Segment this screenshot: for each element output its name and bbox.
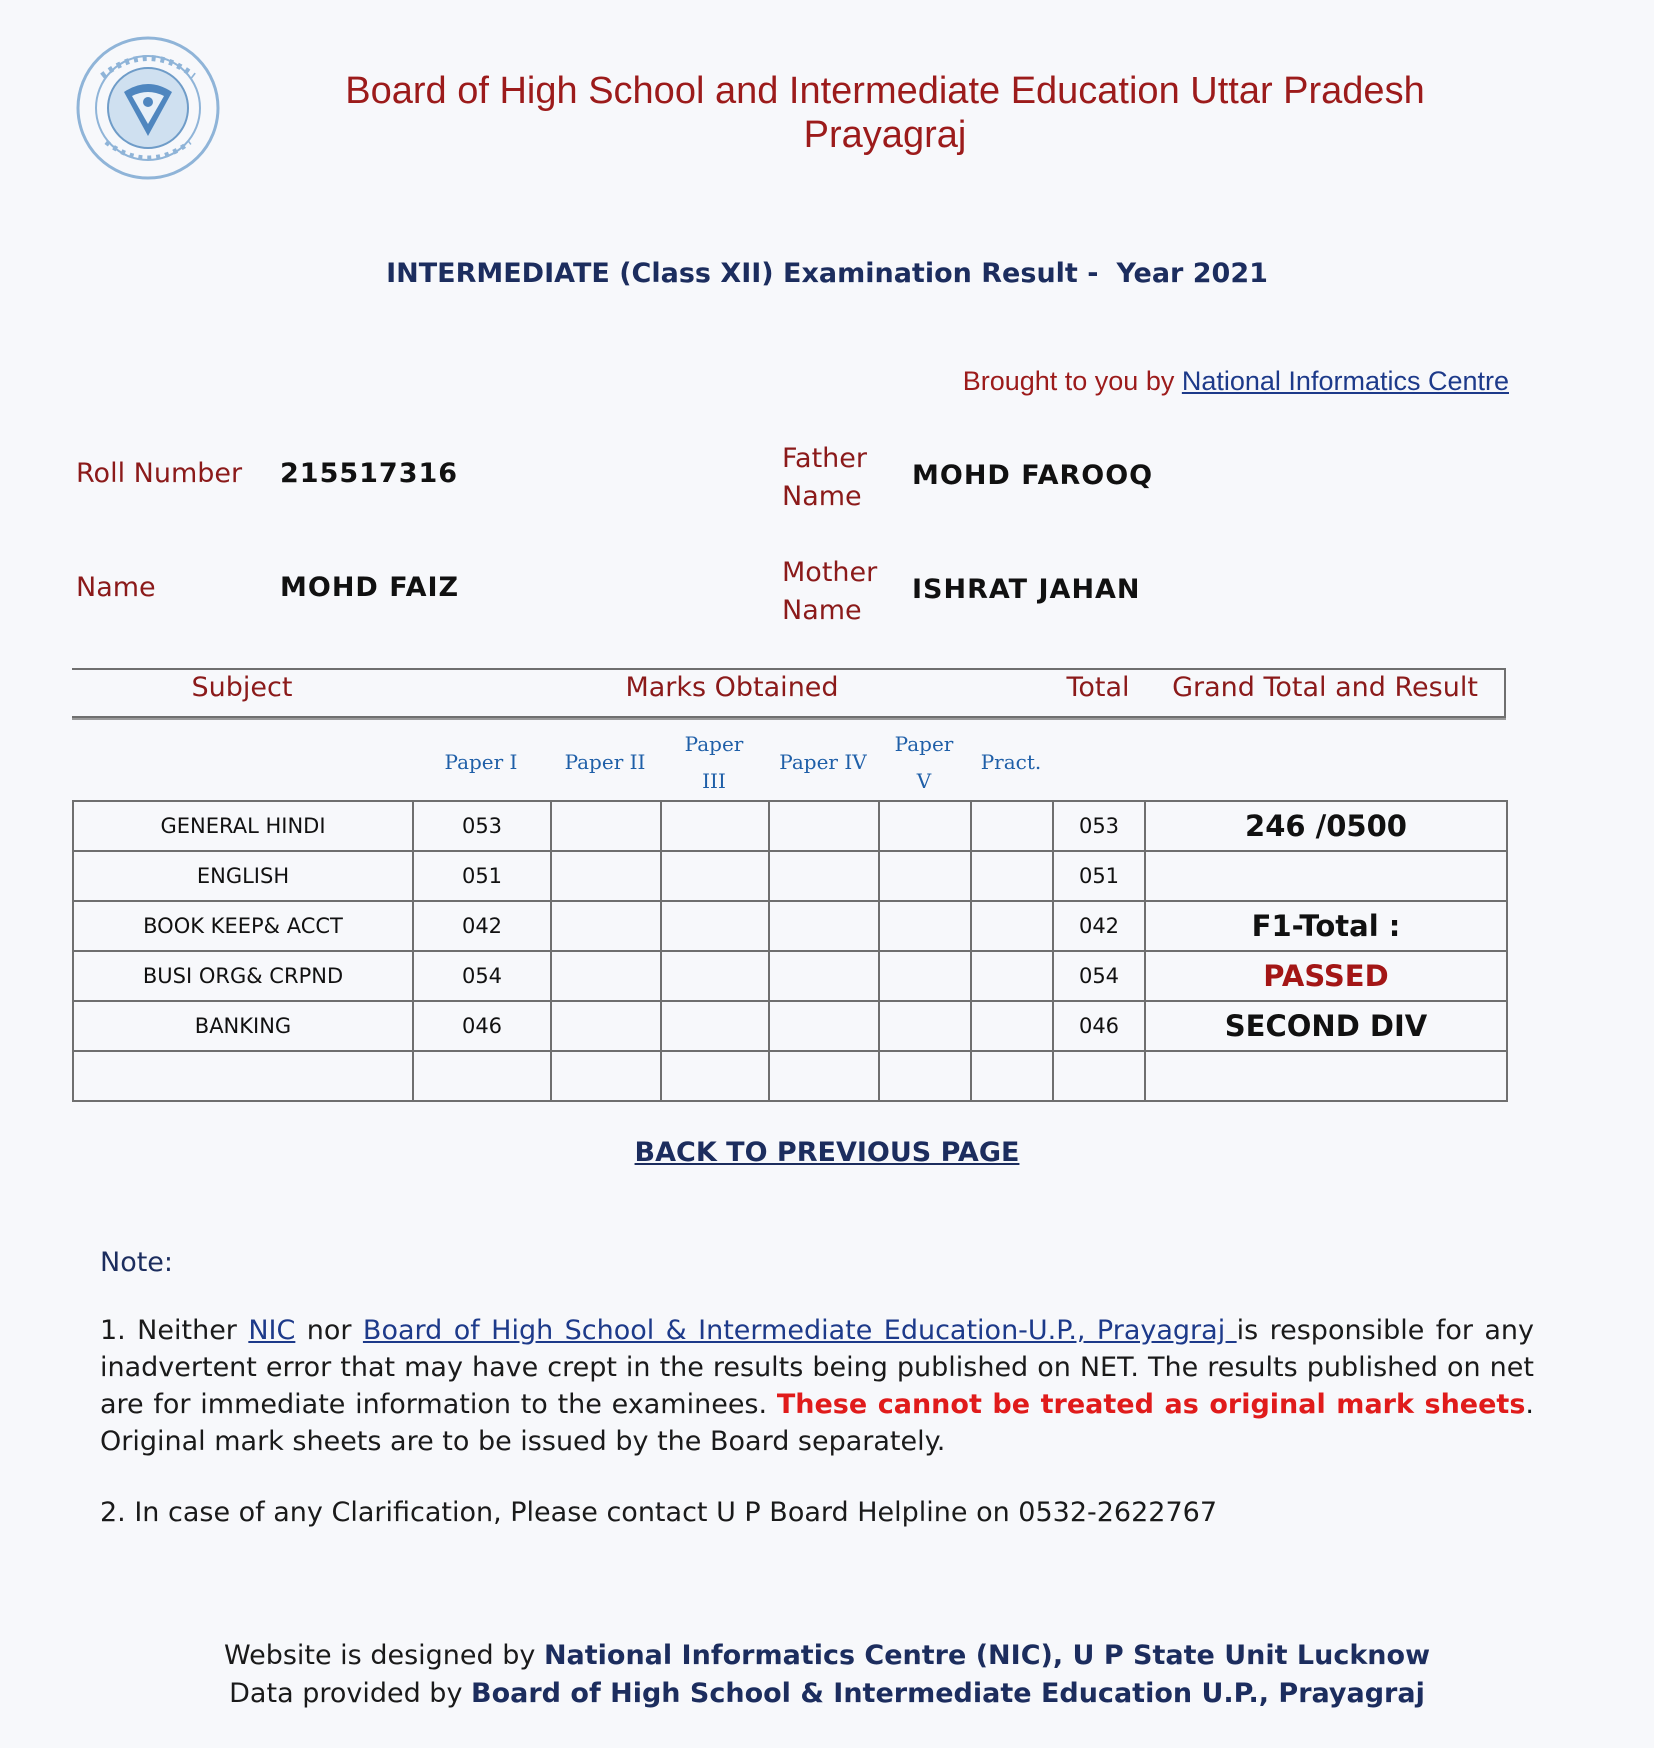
back-to-previous-page-link[interactable]: BACK TO PREVIOUS PAGE: [634, 1137, 1020, 1168]
cell-paper2: [550, 850, 662, 902]
cell-total: 051: [1052, 850, 1146, 902]
subheader-paper3: [660, 726, 768, 800]
brought-by-prefix: Brought to you by: [962, 366, 1175, 396]
cell-paper4: [768, 900, 880, 952]
cell-subject: BUSI ORG& CRPND: [72, 950, 414, 1002]
cell-total: 054: [1052, 950, 1146, 1002]
note1-text-a: 1. Neither: [100, 1315, 249, 1346]
cell-paper5: [878, 1000, 972, 1052]
cell-total: 046: [1052, 1000, 1146, 1052]
header-grand-total: Grand Total and Result: [1172, 672, 1478, 703]
cell-paper4: [768, 800, 880, 852]
cell-paper4: [768, 950, 880, 1002]
father-label-line2: Name: [782, 481, 862, 512]
cell-subject: BANKING: [72, 1000, 414, 1052]
subheader-paper5: [878, 726, 970, 800]
cell-paper4: [768, 1050, 880, 1102]
note1-text-b: nor: [295, 1315, 363, 1346]
cell-total: [1052, 1050, 1146, 1102]
cell-subject: [72, 1050, 414, 1102]
exam-title: [0, 258, 1654, 289]
name-value: MOHD FAIZ: [280, 572, 460, 603]
cell-paper4: [768, 850, 880, 902]
cell-pract: [970, 900, 1054, 952]
cell-result: 246 /0500: [1144, 800, 1508, 852]
father-name-label: [782, 440, 867, 516]
cell-paper2: [550, 1000, 662, 1052]
roll-number-value: 215517316: [280, 458, 459, 489]
cell-paper1: 042: [412, 900, 552, 952]
note1-text-c: is responsible for any inadvertent error that may have crept in the results being published on NET. The results published on net are for immediate information to the examinees.: [100, 1315, 1534, 1420]
cell-paper3: [660, 900, 770, 952]
note-2: 2. In case of any Clarification, Please contact U P Board Helpline on 0532-2622767: [100, 1497, 1218, 1528]
up-board-logo: [72, 36, 224, 180]
cell-paper3: [660, 1050, 770, 1102]
cell-result: SECOND DIV: [1144, 1000, 1508, 1052]
cell-paper2: [550, 950, 662, 1002]
note1-nic-link[interactable]: NIC: [248, 1315, 296, 1346]
cell-result: PASSED: [1144, 950, 1508, 1002]
nic-link[interactable]: National Informatics Centre: [1181, 366, 1509, 396]
mother-label-line2: Name: [782, 595, 862, 626]
note1-warning: These cannot be treated as original mark sheets: [776, 1389, 1526, 1420]
note-heading: Note:: [100, 1247, 174, 1278]
subheader-paper1: Paper I: [444, 750, 518, 774]
cell-subject: BOOK KEEP& ACCT: [72, 900, 414, 952]
note1-board-link[interactable]: Board of High School & Intermediate Education-U.P., Prayagraj: [362, 1315, 1237, 1346]
cell-paper3: [660, 1000, 770, 1052]
cell-paper5: [878, 850, 972, 902]
cell-paper5: [878, 1050, 972, 1102]
cell-total: 042: [1052, 900, 1146, 952]
cell-paper5: [878, 800, 972, 852]
footer-line1-prefix: Website is designed by: [223, 1640, 544, 1671]
exam-title-text: INTERMEDIATE (Class XII) Examination Result -: [386, 258, 1099, 289]
cell-paper5: [878, 950, 972, 1002]
footer-line2-bold: Board of High School & Intermediate Education U.P., Prayagraj: [471, 1678, 1425, 1709]
note-1: [100, 1312, 1534, 1460]
cell-pract: [970, 950, 1054, 1002]
header-marks-obtained: Marks Obtained: [625, 672, 839, 703]
subheader-paper3-line2: III: [702, 769, 726, 793]
header-total: Total: [1066, 672, 1130, 703]
cell-total: 053: [1052, 800, 1146, 852]
name-label: Name: [76, 572, 156, 603]
header-subject: Subject: [191, 672, 293, 703]
mother-name-value: ISHRAT JAHAN: [912, 574, 1141, 605]
subheader-pract: Pract.: [980, 750, 1042, 774]
cell-paper3: [660, 850, 770, 902]
board-title-line2: Prayagraj: [803, 114, 967, 156]
footer-line2: [0, 1678, 1654, 1709]
board-title-line1: Board of High School and Intermediate Education Uttar Pradesh: [345, 70, 1425, 112]
cell-paper2: [550, 900, 662, 952]
exam-year: Year 2021: [1116, 258, 1268, 289]
cell-paper1: [412, 1050, 552, 1102]
subheader-paper2: Paper II: [564, 750, 646, 774]
cell-result: [1144, 1050, 1508, 1102]
cell-subject: ENGLISH: [72, 850, 414, 902]
brought-by: [963, 366, 1509, 397]
cell-paper3: [660, 800, 770, 852]
father-name-value: MOHD FAROOQ: [912, 460, 1154, 491]
cell-pract: [970, 1000, 1054, 1052]
cell-result: [1144, 850, 1508, 902]
note1-text-d: . Original mark sheets are to be issued by the Board separately.: [100, 1389, 1534, 1457]
cell-paper5: [878, 900, 972, 952]
cell-paper1: 051: [412, 850, 552, 902]
subheader-paper5-line2: V: [916, 769, 932, 793]
cell-paper1: 054: [412, 950, 552, 1002]
roll-number-label: Roll Number: [76, 458, 243, 489]
subheader-paper5-line1: Paper: [894, 732, 954, 756]
cell-subject: GENERAL HINDI: [72, 800, 414, 852]
cell-paper1: 053: [412, 800, 552, 852]
subheader-paper3-line1: Paper: [684, 732, 744, 756]
cell-pract: [970, 800, 1054, 852]
father-label-line1: Father: [782, 443, 868, 474]
cell-paper1: 046: [412, 1000, 552, 1052]
cell-pract: [970, 850, 1054, 902]
cell-paper2: [550, 1050, 662, 1102]
cell-pract: [970, 1050, 1054, 1102]
cell-paper2: [550, 800, 662, 852]
mother-name-label: [782, 554, 877, 630]
footer-line1-bold: National Informatics Centre (NIC), U P State Unit Lucknow: [543, 1640, 1431, 1671]
cell-paper4: [768, 1000, 880, 1052]
mother-label-line1: Mother: [782, 557, 878, 588]
header-divider: [72, 712, 1506, 720]
cell-paper3: [660, 950, 770, 1002]
cell-result: F1-Total :: [1144, 900, 1508, 952]
footer-line1: [0, 1640, 1654, 1671]
subheader-paper4: Paper IV: [779, 750, 867, 774]
footer-line2-prefix: Data provided by: [229, 1678, 472, 1709]
